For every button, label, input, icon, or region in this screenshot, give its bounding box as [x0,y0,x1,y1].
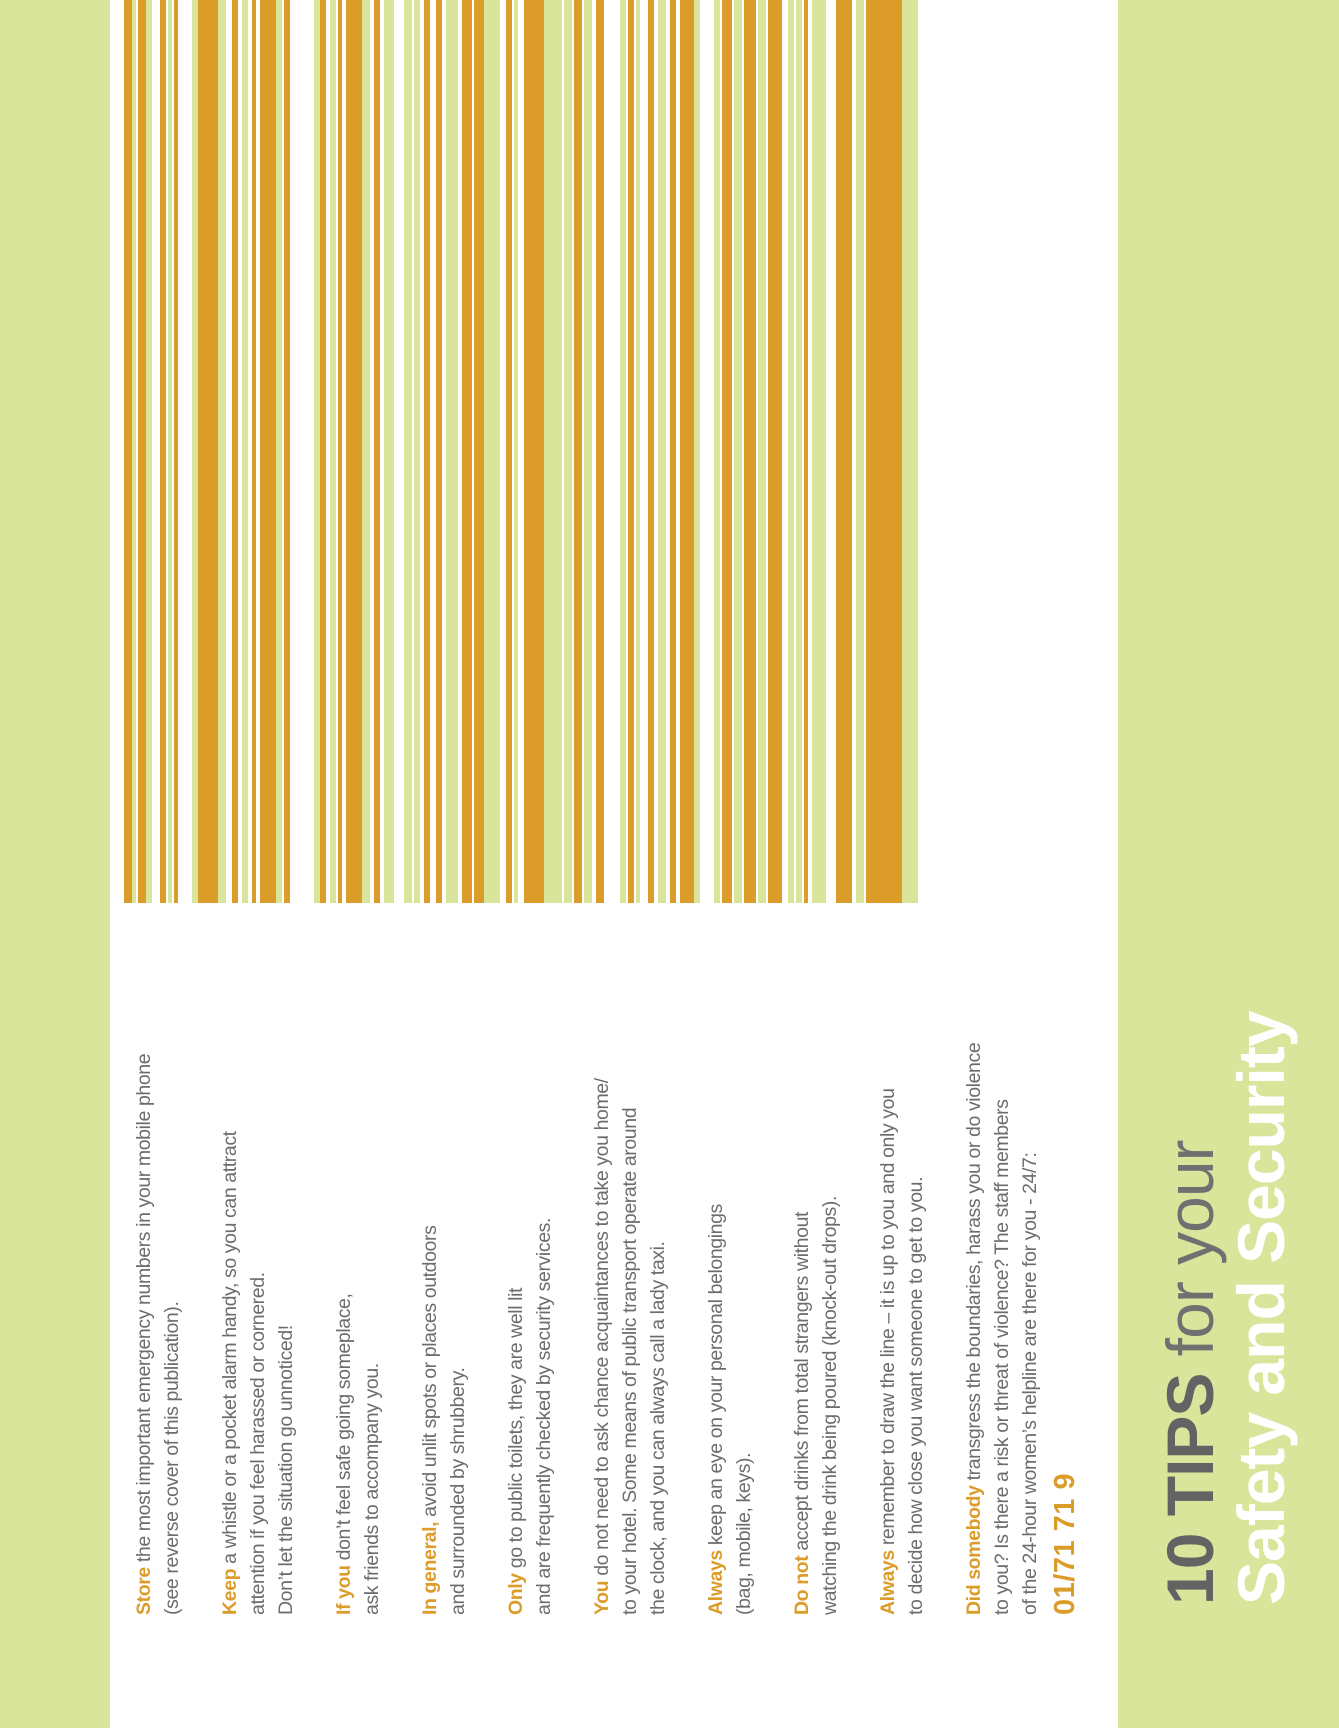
stripe [330,0,336,903]
tip-item [788,960,844,1615]
stripe [384,0,394,903]
stripe [544,0,562,903]
stripe [338,0,342,903]
stripe [620,0,626,903]
stripe [260,0,276,903]
stripe [596,0,604,903]
tip-item [502,960,558,1615]
left-green-band [0,0,110,1728]
title-thin: for your [1153,1140,1227,1374]
stripe [404,0,412,903]
tip-item [960,960,1044,1615]
stripe [276,0,282,903]
stripe [836,0,852,903]
stripe [474,0,484,903]
stripe [218,0,226,903]
title-block [1155,945,1297,1605]
stripe [138,0,146,903]
stripe [346,0,362,903]
stripe [636,0,640,903]
title-line-1 [1155,945,1225,1605]
tip-item [330,960,386,1615]
helpline-phone: 01/71 71 9 [1049,1472,1081,1615]
stripe [146,0,152,903]
stripe [584,0,592,903]
stripe [822,0,826,903]
stripe [768,0,782,903]
tip-keyword: Did somebody [963,1485,985,1615]
title-line-2: Safety and Security [1224,1011,1298,1605]
stripe [484,0,500,903]
stripe [462,0,472,903]
stripe [160,0,166,903]
tip-keyword: Always [705,1550,727,1615]
tip-text: do not need to ask chance acquaintances to take you home/ to your hotel. Some means of public transport operate around the clock, and you can always call a lady taxi. [591,1078,669,1615]
stripe [414,0,420,903]
tip-item [874,960,930,1615]
stripe [670,0,676,903]
stripe [124,0,132,903]
stripe [524,0,544,903]
tip-text: don’t feel safe going someplace, ask friends to accompany you. [333,1293,383,1615]
stripe [252,0,256,903]
tip-item [216,960,300,1615]
tip-item [416,960,472,1615]
stripe [506,0,512,903]
tip-keyword: You [591,1580,613,1615]
tip-text: a whistle or a pocket alarm handy, so you can attract attention if you feel harassed or cornered. Don’t let the situation go unnoticed! [219,1131,297,1615]
stripe [198,0,218,903]
stripe [446,0,458,903]
stripe [734,0,742,903]
stripe [132,0,136,903]
stripe [436,0,442,903]
stripe [424,0,430,903]
stripe [758,0,766,903]
tip-keyword: Only [505,1573,527,1615]
stripe [788,0,794,903]
stripe [362,0,370,903]
stripe [374,0,380,903]
tip-text: go to public toilets, they are well lit and are frequently checked by security services. [505,1217,555,1615]
stripe [320,0,326,903]
tip-text: remember to draw the line – it is up to you and only you to decide how close you want someone to get to you. [877,1088,927,1615]
stripe [744,0,756,903]
stripe [796,0,802,903]
title-bold: 10 TIPS [1153,1373,1227,1605]
tip-text: accept drinks from total strangers without watching the drink being poured (knock-out drops). [791,1196,841,1615]
stripe [804,0,808,903]
stripe [574,0,582,903]
tip-keyword: If you [333,1565,355,1615]
tip-keyword: Keep [219,1568,241,1615]
tip-keyword: Always [877,1550,899,1615]
tip-keyword: In general, [419,1521,441,1615]
stripe [168,0,172,903]
tip-item [588,960,672,1615]
stripe [284,0,290,903]
stripe [722,0,732,903]
tip-text: transgress the boundaries, harass you or do violence to you? Is there a risk or threat of violence? The staff members of the 24-hour women’s helpline are there for you - 24/7: [963,1042,1041,1615]
stripe [174,0,178,903]
stripe [680,0,694,903]
stripe [714,0,720,903]
stripe [658,0,666,903]
stripe [628,0,634,903]
stripe [694,0,700,903]
stripe [648,0,654,903]
stripe [242,0,248,903]
stripe [564,0,572,903]
stripe-pattern [124,0,952,903]
stripe [812,0,822,903]
stripe [902,0,918,903]
tips-list [130,960,1082,1615]
stripe [232,0,238,903]
tip-text: the most important emergency numbers in your mobile phone (see reverse cover of this publication). [133,1053,183,1615]
stripe [866,0,902,903]
tip-keyword: Do not [791,1555,813,1615]
tip-text: avoid unlit spots or places outdoors and surrounded by shrubbery. [419,1225,469,1615]
tip-text: keep an eye on your personal belongings (bag, mobile, keys). [705,1204,755,1615]
stripe [856,0,864,903]
tip-item [130,960,186,1615]
tip-keyword: Store [133,1567,155,1615]
stripe [514,0,518,903]
tip-item [702,960,758,1615]
